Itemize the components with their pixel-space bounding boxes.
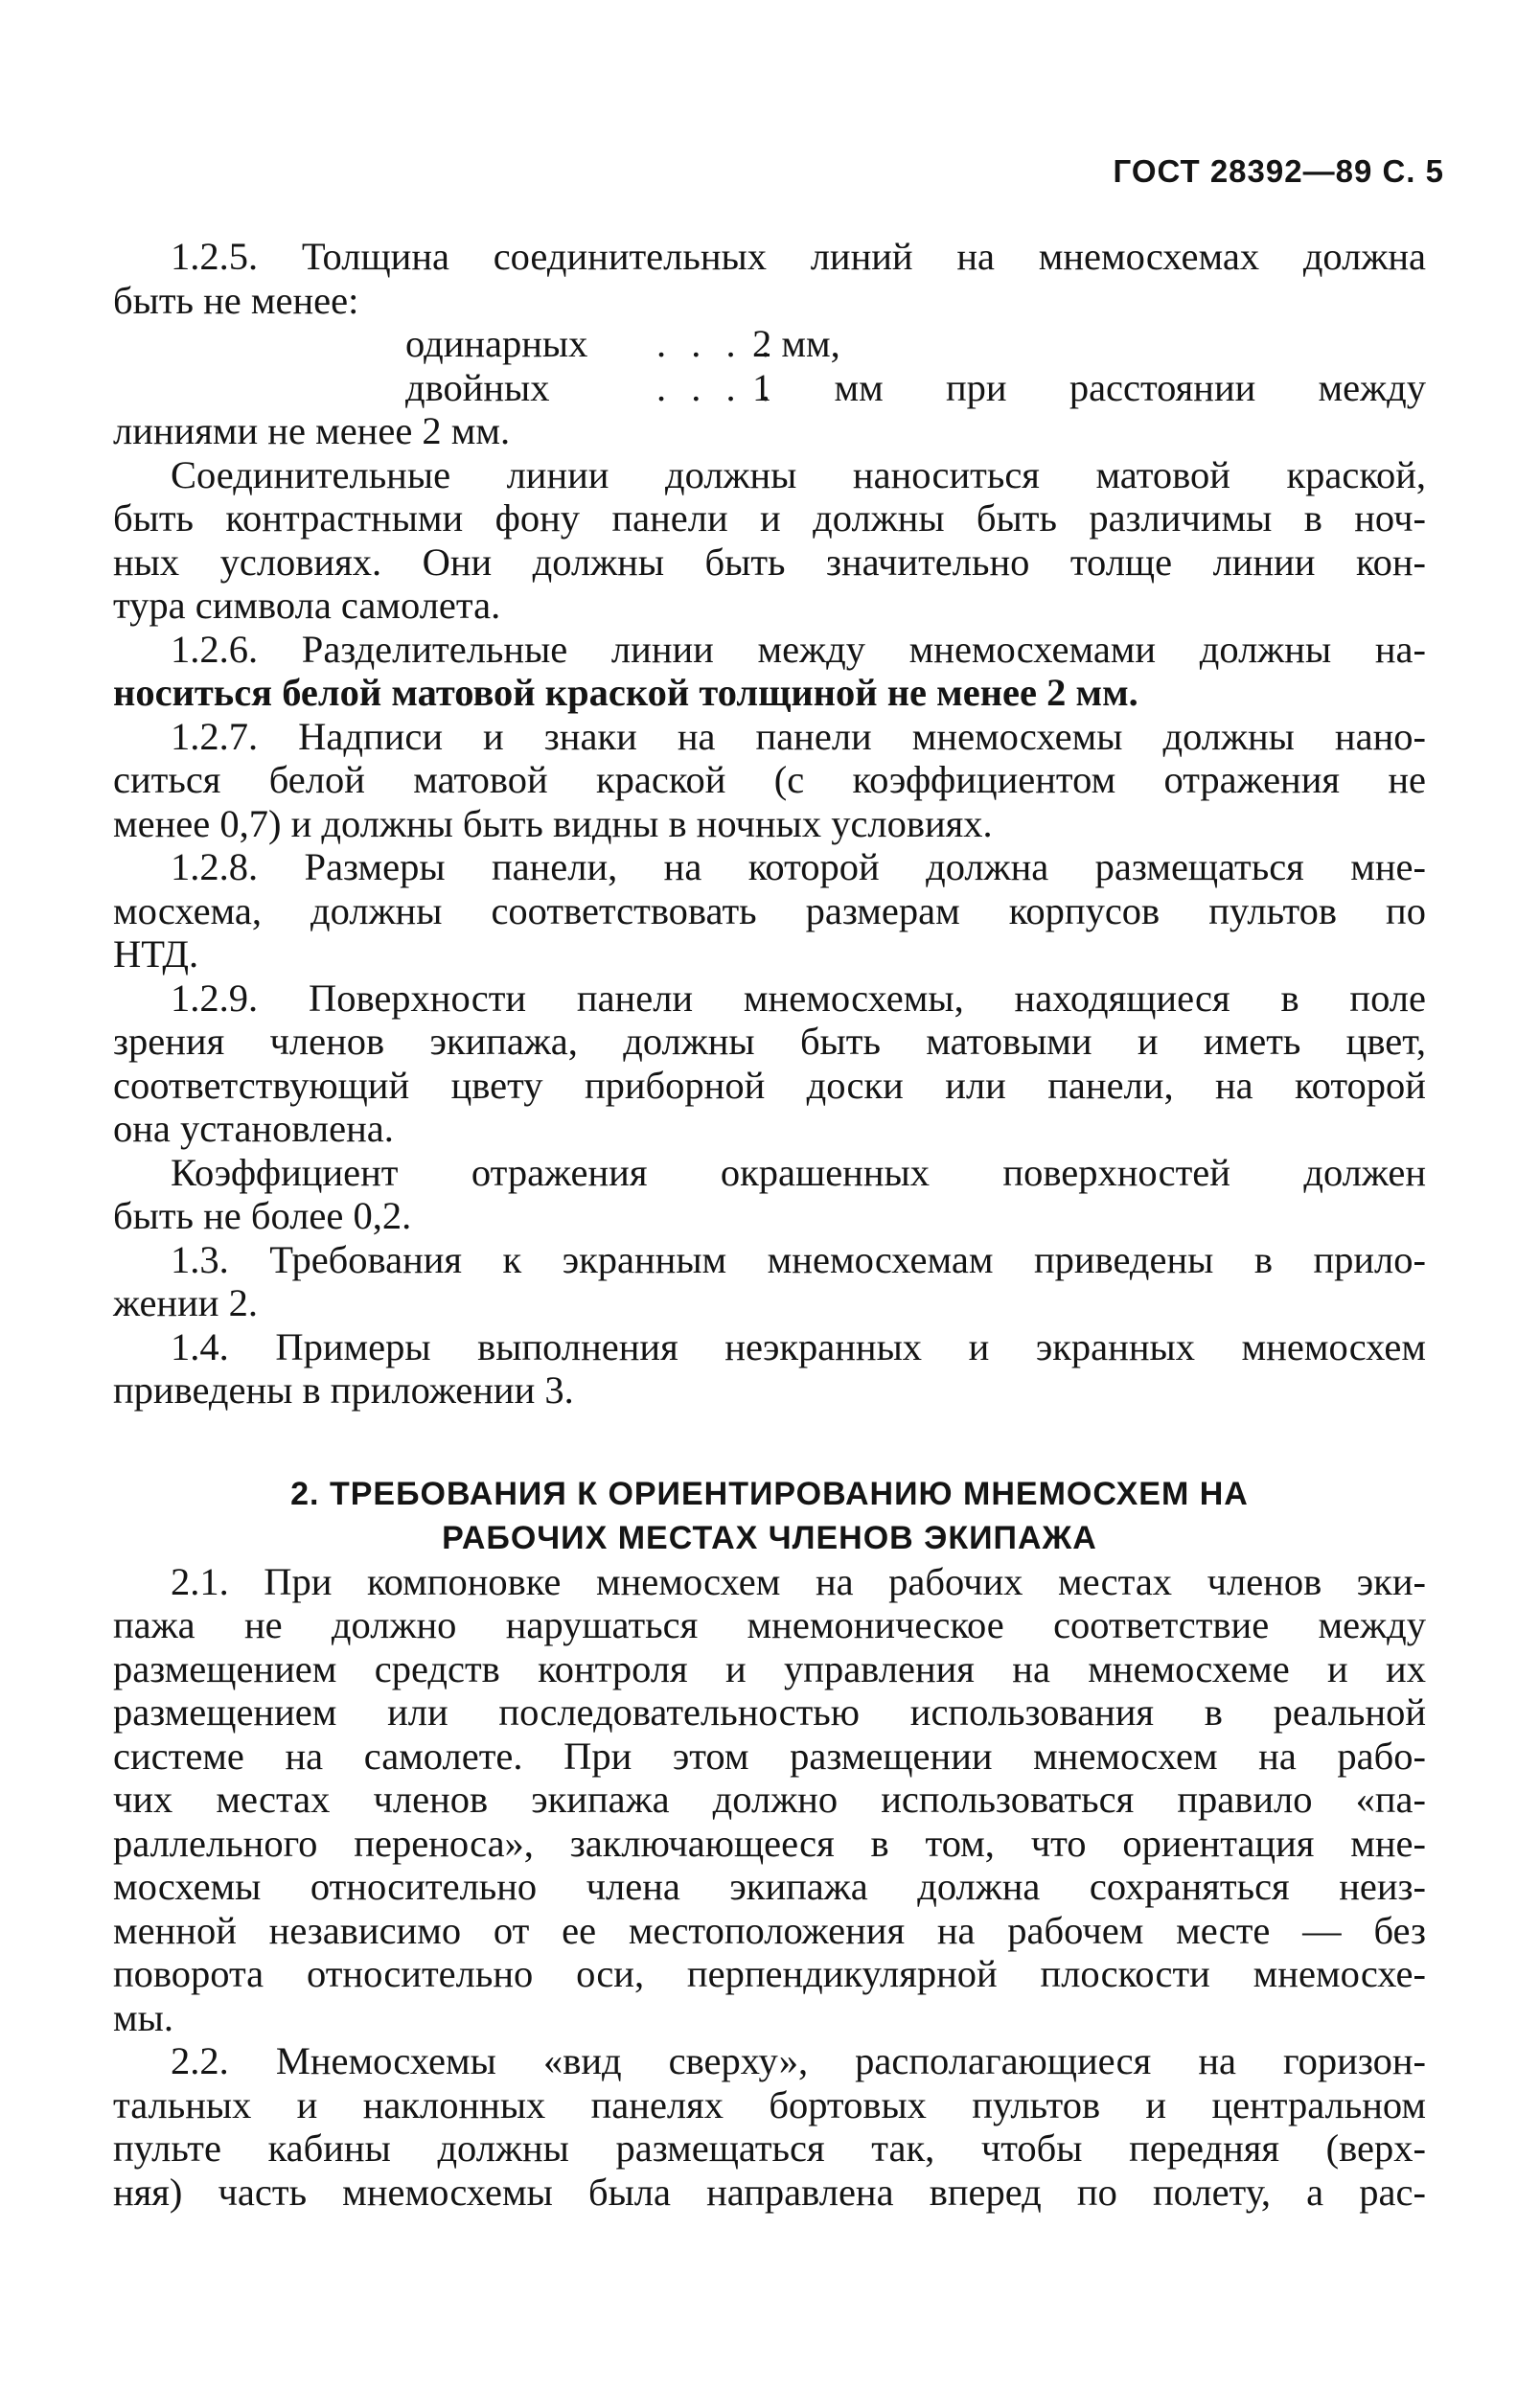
text-line: системе на самолете. При этом размещении мнемосхем на рабо- — [113, 1734, 1426, 1778]
text-line: линиями не менее 2 мм. — [113, 409, 511, 452]
text-line: 1.2.7. Надписи и знаки на панели мнемосхемы должны нано- — [171, 714, 1426, 758]
text-line: соответствующий цвету приборной доски или панели, на которой — [113, 1063, 1426, 1107]
text-line: размещением или последовательностью использования в реальной — [113, 1690, 1426, 1734]
text-line: ситься белой матовой краской (с коэффициентом отражения не — [113, 758, 1426, 801]
paragraph-2-2 — [113, 2039, 1426, 2214]
section-title-line: 2. ТРЕБОВАНИЯ К ОРИЕНТИРОВАНИЮ МНЕМОСХЕМ НА — [290, 1475, 1249, 1512]
text-line: 1.2.5. Толщина соединительных линий на мнемосхемах должна — [171, 235, 1426, 278]
section-gap — [113, 1413, 1426, 1472]
text-line: 2.1. При компоновке мнемосхем на рабочих местах членов эки- — [171, 1559, 1426, 1603]
text-line: менной независимо от ее местоположения на рабочем месте — без — [113, 1908, 1426, 1952]
text-line: ных условиях. Они должны быть значительно толще линии кон- — [113, 540, 1426, 584]
text-line: раллельного переноса», заключающееся в том, что ориентация мне- — [113, 1821, 1426, 1865]
leader-dots: . . . . — [656, 322, 778, 365]
text-line: Коэффициент отражения окрашенных поверхностей должен — [171, 1150, 1426, 1194]
text-line: жении 2. — [113, 1281, 258, 1324]
text-line: тальных и наклонных панелях бортовых пультов и центральном — [113, 2082, 1426, 2126]
paragraph-1-2-5-cont — [113, 453, 1426, 628]
text-line: чих местах членов экипажа должно использоваться правило «па- — [113, 1778, 1426, 1821]
text-line: 1.2.9. Поверхности панели мнемосхемы, находящиеся в поле — [171, 976, 1426, 1020]
paragraph-1-4 — [113, 1325, 1426, 1413]
text-line: 1.4. Примеры выполнения неэкранных и экранных мнемосхем — [171, 1324, 1426, 1368]
section-title-line: РАБОЧИХ МЕСТАХ ЧЛЕНОВ ЭКИПАЖА — [442, 1519, 1097, 1556]
thickness-single-value: 2 мм, — [752, 322, 840, 365]
text-line: НТД. — [113, 932, 199, 976]
thickness-single-label: одинарных — [405, 322, 588, 365]
text-line: быть не более 0,2. — [113, 1194, 412, 1237]
thickness-single-row — [113, 322, 1426, 366]
text-line: 1.2.6. Разделительные линии между мнемосхемами должны на- — [171, 627, 1426, 671]
thickness-double-row — [113, 366, 1426, 410]
text-line: приведены в приложении 3. — [113, 1368, 574, 1412]
document-body — [113, 235, 1426, 2214]
text-line: няя) часть мнемосхемы была направлена вперед по полету, а рас- — [113, 2170, 1426, 2214]
paragraph-1-2-8 — [113, 845, 1426, 977]
text-line: мосхема, должны соответствовать размерам корпусов пультов по — [113, 888, 1426, 932]
text-line: зрения членов экипажа, должны быть матовыми и иметь цвет, — [113, 1020, 1426, 1063]
text-line: менее 0,7) и должны быть видны в ночных условиях. — [113, 801, 993, 845]
text-line: поворота относительно оси, перпендикулярной плоскости мнемосхе- — [113, 1952, 1426, 1995]
page-header: ГОСТ 28392—89 С. 5 — [1113, 153, 1444, 189]
paragraph-1-2-5 — [113, 235, 1426, 453]
paragraph-1-2-7 — [113, 715, 1426, 846]
text-line: мы. — [113, 1995, 173, 2039]
section-2-heading — [113, 1472, 1426, 1560]
text-line: размещением средств контроля и управления на мнемосхеме и их — [113, 1646, 1426, 1690]
text-line: пажа не должно нарушаться мнемоническое соответствие между — [113, 1603, 1426, 1646]
text-line: 1.3. Требования к экранным мнемосхемам приведены в прило- — [171, 1237, 1426, 1281]
text-line: 1.2.8. Размеры панели, на которой должна размещаться мне- — [171, 845, 1426, 888]
text-line: мосхемы относительно члена экипажа должна сохраняться неиз- — [113, 1865, 1426, 1908]
paragraph-1-3 — [113, 1238, 1426, 1325]
paragraph-1-2-9 — [113, 977, 1426, 1151]
text-line: она установлена. — [113, 1107, 394, 1150]
text-line: быть контрастными фону панели и должны быть различимы в ноч- — [113, 496, 1426, 540]
text-line: пульте кабины должны размещаться так, чтобы передняя (верх- — [113, 2126, 1426, 2170]
text-line: Соединительные линии должны наноситься матовой краской, — [171, 452, 1426, 496]
text-line: носиться белой матовой краской толщиной не менее 2 мм. — [113, 671, 1138, 714]
paragraph-1-2-6 — [113, 628, 1426, 715]
thickness-double-label: двойных — [405, 365, 550, 409]
thickness-double-value: 1 мм при расстоянии между — [752, 365, 1426, 409]
text-line: тура символа самолета. — [113, 584, 501, 627]
paragraph-1-2-9-cont — [113, 1151, 1426, 1238]
text-line: 2.2. Мнемосхемы «вид сверху», располагающиеся на горизон- — [171, 2039, 1426, 2082]
paragraph-2-1 — [113, 1560, 1426, 2040]
leader-dots: . . . . — [656, 365, 778, 409]
text-line: быть не менее: — [113, 278, 359, 322]
